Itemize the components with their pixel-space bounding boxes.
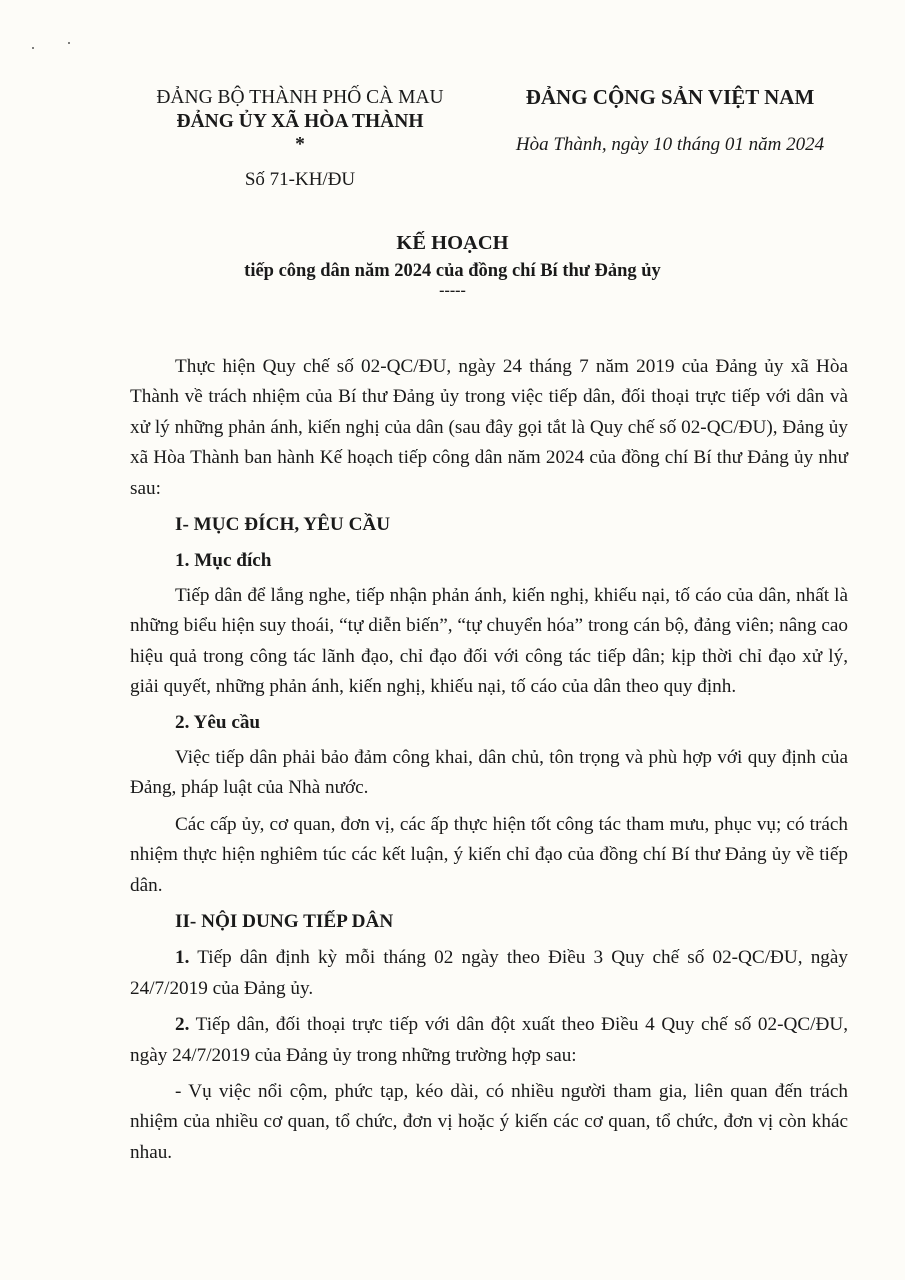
subsection-heading: 2. Yêu cầu [175, 712, 261, 734]
item-text: Tiếp dân định kỳ mỗi tháng 02 ngày theo Điều 3 Quy chế số 02-QC/ĐU, ngày 24/7/2019 của Đảng ủy. [130, 947, 848, 999]
numbered-paragraph [130, 1010, 848, 1071]
star-mark: * [295, 134, 305, 155]
paragraph: Tiếp dân để lắng nghe, tiếp nhận phản ánh, kiến nghị, khiếu nại, tố cáo của dân, nhất là những biểu hiện suy thoái, “tự diễn biến”, “tự chuyển hóa” trong cán bộ, đảng viên; nâng cao hiệu quả trong công tác lãnh đạo, chỉ đạo đối với công tác tiếp dân; kịp thời chỉ đạo xử lý, giải quyết, những phản ánh, kiến nghị, khiếu nại, tố cáo của dân theo quy định. [130, 584, 848, 698]
document-body [130, 352, 848, 1174]
document-title: KẾ HOẠCH [396, 232, 509, 254]
issuing-org: ĐẢNG ỦY XÃ HÒA THÀNH [176, 111, 424, 132]
section-heading: I- MỤC ĐÍCH, YÊU CẦU [175, 514, 391, 536]
numbered-paragraph [130, 943, 848, 1004]
parent-org: ĐẢNG BỘ THÀNH PHỐ CÀ MAU [156, 87, 444, 108]
section-heading: II- NỘI DUNG TIẾP DÂN [175, 910, 394, 932]
title-separator: ----- [439, 282, 466, 299]
document-number: Số 71-KH/ĐU [244, 169, 356, 190]
bullet-paragraph: - Vụ việc nổi cộm, phức tạp, kéo dài, có nhiều người tham gia, liên quan đến trách nhiệm của nhiều cơ quan, tổ chức, đơn vị hoặc ý kiến các cơ quan, tổ chức, đơn vị còn khác nhau. [130, 1080, 848, 1163]
scan-speck [68, 42, 70, 44]
title-block [0, 230, 905, 298]
party-name: ĐẢNG CỘNG SẢN VIỆT NAM [525, 85, 815, 109]
subsection-heading: 1. Mục đích [175, 550, 272, 572]
document-date: Hòa Thành, ngày 10 tháng 01 năm 2024 [515, 134, 825, 155]
paragraph: Việc tiếp dân phải bảo đảm công khai, dân chủ, tôn trọng và phù hợp với quy định của Đảng, pháp luật của Nhà nước. [130, 746, 848, 799]
issuing-authority-block [120, 86, 480, 192]
document-subtitle: tiếp công dân năm 2024 của đồng chí Bí thư Đảng ủy [244, 261, 661, 281]
item-number: 1. [175, 947, 190, 969]
paragraph: Các cấp ủy, cơ quan, đơn vị, các ấp thực hiện tốt công tác tham mưu, phục vụ; có trách nhiệm thực hiện nghiêm túc các kết luận, ý kiến chỉ đạo của đồng chí Bí thư Đảng ủy về tiếp dân. [130, 813, 848, 896]
scan-speck [32, 47, 34, 49]
item-number: 2. [175, 1014, 190, 1036]
intro-paragraph: Thực hiện Quy chế số 02-QC/ĐU, ngày 24 tháng 7 năm 2019 của Đảng ủy xã Hòa Thành về trách nhiệm của Bí thư Đảng ủy trong việc tiếp dân, đối thoại trực tiếp với dân và xử lý những phản ánh, kiến nghị của dân (sau đây gọi tắt là Quy chế số 02-QC/ĐU), Đảng ủy xã Hòa Thành ban hành Kế hoạch tiếp công dân năm 2024 của đồng chí Bí thư Đảng ủy như sau: [130, 356, 848, 499]
item-text: Tiếp dân, đối thoại trực tiếp với dân đột xuất theo Điều 4 Quy chế số 02-QC/ĐU, ngày 24/7/2019 của Đảng ủy trong những trường hợp sau: [130, 1014, 848, 1066]
national-header-block [480, 84, 860, 156]
